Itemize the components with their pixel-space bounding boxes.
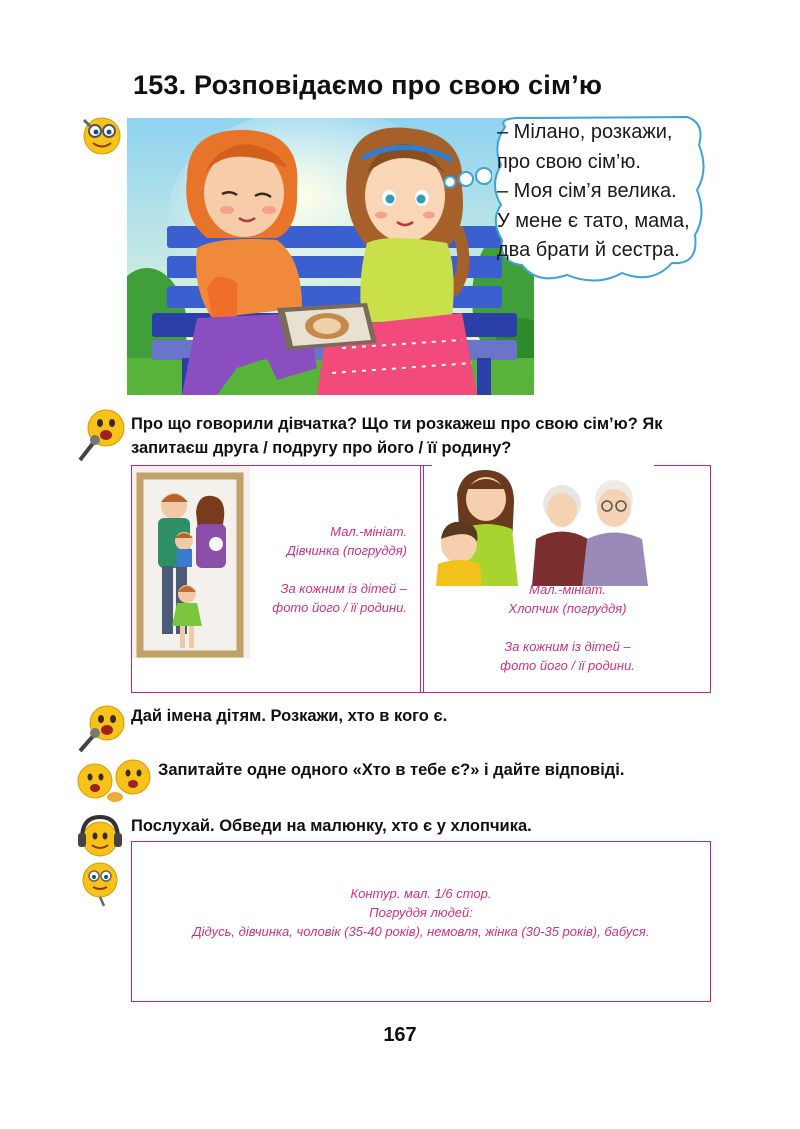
task-3-text: Послухай. Обведи на малюнку, хто є у хлопчика. <box>131 817 532 835</box>
question-text <box>131 412 731 460</box>
frame-left-note-4: фото його / її родини. <box>272 600 407 615</box>
listen-emoji-icon <box>76 813 124 861</box>
dialogue-line: про свою сім’ю. <box>497 150 641 173</box>
frame-right-note-4: фото його / її родини. <box>500 658 635 673</box>
frame-right-note-2: Хлопчик (погруддя) <box>508 601 627 616</box>
frame-left-note-1: Мал.-мініат. <box>330 524 407 539</box>
task-1-text: Дай імена дітям. Розкажи, хто в кого є. <box>131 707 448 725</box>
frame-left-note-3: За кожним із дітей – <box>280 581 407 596</box>
frame-left-note <box>250 522 407 617</box>
contour-note-3: Дідусь, дівчинка, чоловік (35-40 років), немовля, жінка (30-35 років), бабуся. <box>192 924 650 939</box>
dialogue-line: – Моя сім’я велика. <box>497 180 677 202</box>
question-line-1: Про що говорили дівчатка? Що ти розкажеш про свою сім’ю? Як <box>131 415 663 433</box>
page-number: 167 <box>383 1024 417 1046</box>
speak-emoji-icon <box>76 703 130 753</box>
girls-on-bench-illustration <box>127 118 534 395</box>
dialogue-text <box>497 118 712 266</box>
frame-right-note-1: Мал.-мініат. <box>529 582 606 597</box>
spacer <box>250 560 407 579</box>
contour-note <box>132 884 710 941</box>
dialogue-line: – Мілано, розкажи, <box>497 121 673 143</box>
frame-left-note-2: Дівчинка (погруддя) <box>286 543 407 558</box>
contour-note-1: Контур. мал. 1/6 стор. <box>350 886 492 901</box>
dialogue-line: два брати й сестра. <box>497 239 680 261</box>
contour-note-2: Погруддя людей: <box>369 905 473 920</box>
frame-right-note <box>423 580 712 675</box>
thought-dots-icon <box>442 166 492 192</box>
question-line-2: запитаєш друга / подругу про його / її родину? <box>131 439 512 457</box>
frame-divider <box>420 466 421 692</box>
spacer <box>423 618 712 637</box>
look-emoji-icon <box>78 112 124 156</box>
dialogue-line: У мене є тато, мама, <box>497 209 690 232</box>
frame-right-note-3: За кожним із дітей – <box>504 639 631 654</box>
page-title: 153. Розповідаємо про свою сім’ю <box>133 70 603 100</box>
contour-drawing-box <box>131 841 711 1002</box>
task-2-text: Запитайте одне одного «Хто в тебе є?» і дайте відповіді. <box>158 761 625 779</box>
speak-emoji-icon <box>76 406 130 464</box>
talking-pair-emoji-icon <box>75 757 155 803</box>
family-photo-frames <box>131 465 711 693</box>
family-illustration-right <box>432 464 654 586</box>
look-emoji-icon <box>78 858 124 910</box>
family-photo-left <box>132 466 250 658</box>
